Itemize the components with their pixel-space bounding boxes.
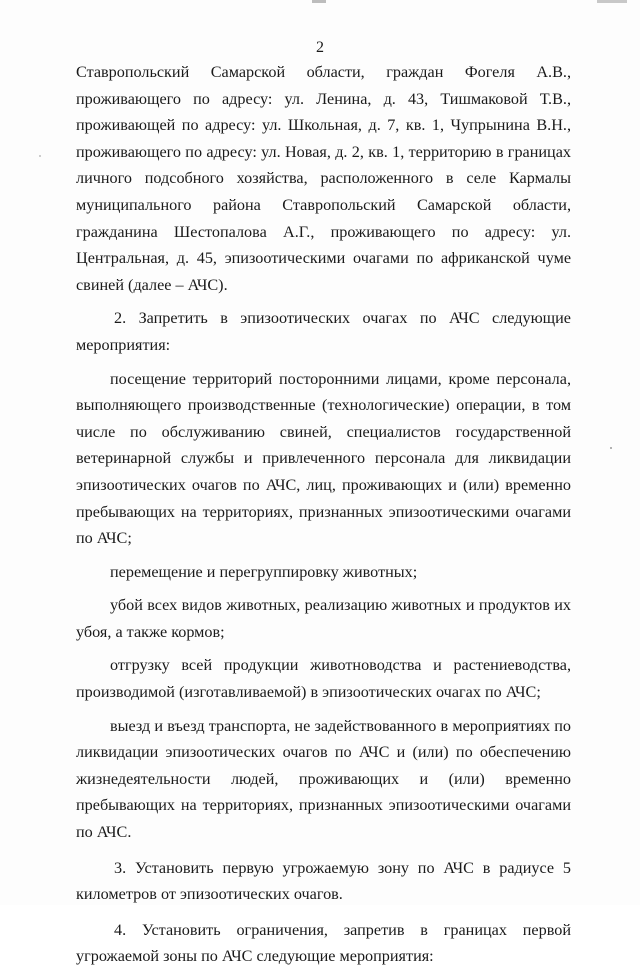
- list-item: посещение территорий посторонними лицами, кроме персонала, выполняющего производственные (технологические) операции, в том числе по обслуживанию свиней, специалистов государственной ветеринарной службы и привлеченного персонала для ликвидации эпизоотических очагов по АЧС, лиц, проживающих и (или) временно пребывающих на территориях, признанных эпизоотическими очагами по АЧС;: [76, 369, 571, 548]
- list-item: отгрузку всей продукции животноводства и растениеводства, производимой (изготавливаемой) в эпизоотических очагах по АЧС;: [76, 656, 571, 702]
- paragraph-continuation: Ставропольский Самарской области, граждан Фогеля А.В., проживающего по адресу: ул. Ленина, д. 43, Тишмаковой Т.В., проживающей по адресу: ул. Школьная, д. 7, кв. 1, Чупрынина В.Н., проживающего по адресу: ул. Новая, д. 2, кв. 1, территорию в границах личного подсобного хозяйства, расположенного в селе Кармалы муниципального района Ставропольский Самарской области, гражданина Шестопалова А.Г., проживающего по адресу: ул. Центральная, д. 45, эпизоотическими очагами по африканской чуме свиней (далее – АЧС).: [76, 63, 571, 294]
- paragraph-item-4: 4. Установить ограничения, запретив в границах первой угрожаемой зоны по АЧС следующие мероприятия:: [76, 920, 571, 966]
- scan-edge-mark: [312, 0, 326, 3]
- list-item: перемещение и перегруппировку животных;: [110, 562, 418, 581]
- page-number: 2: [316, 39, 324, 56]
- scan-speck: [39, 155, 41, 157]
- list-item: выезд и въезд транспорта, не задействованного в мероприятиях по ликвидации эпизоотических очагов по АЧС и (или) по обеспечению жизнедеятельности людей, проживающих и (или) временно пребывающих на территориях, признанных эпизоотическими очагами по АЧС.: [76, 716, 571, 842]
- scan-edge-mark: [597, 0, 627, 3]
- paragraph-item-2: 2. Запретить в эпизоотических очагах по АЧС следующие мероприятия:: [76, 309, 571, 354]
- list-item: убой всех видов животных, реализацию животных и продуктов их убоя, а также кормов;: [76, 596, 571, 641]
- document-body: [76, 59, 571, 970]
- paragraph-item-3: 3. Установить первую угрожаемую зону по АЧС в радиусе 5 километров от эпизоотических очагов.: [76, 858, 571, 904]
- scan-speck: [610, 447, 612, 449]
